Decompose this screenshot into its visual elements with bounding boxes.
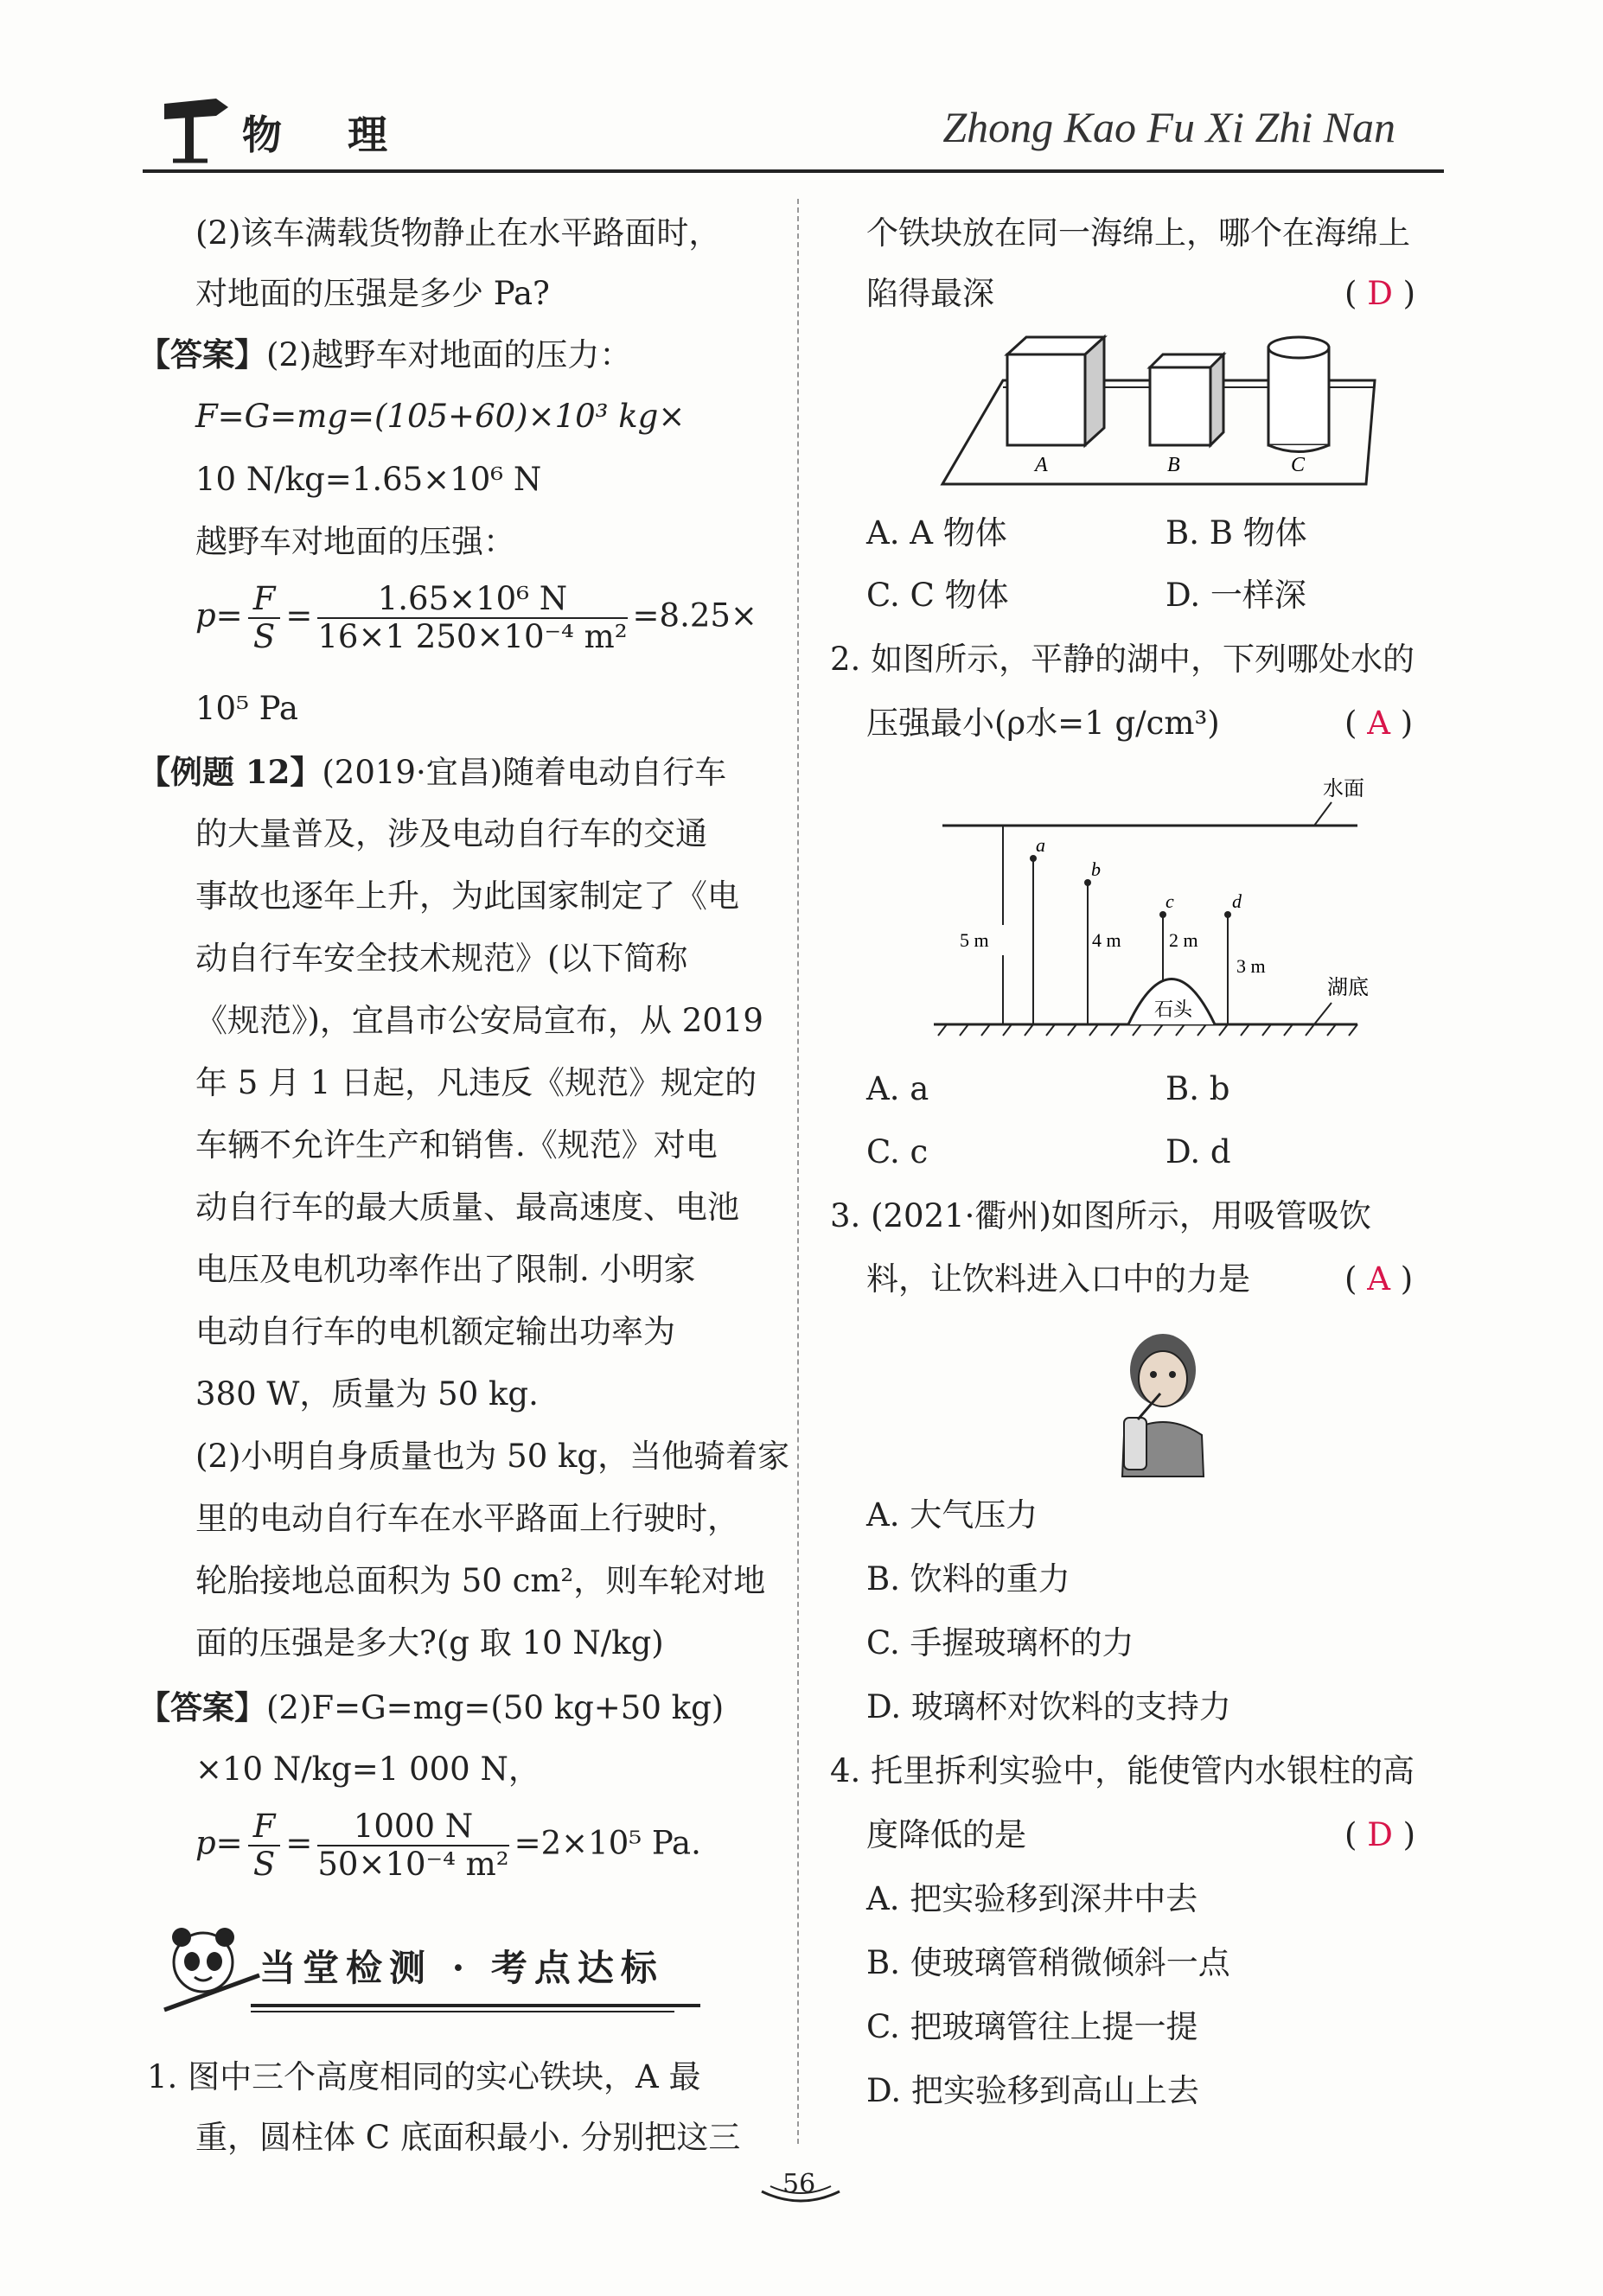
q4-answer-bracket: ( D ) xyxy=(1344,1816,1416,1853)
q2-option-b: B. b xyxy=(1166,1070,1230,1107)
block-A xyxy=(1007,337,1104,445)
depth-c: 2 m xyxy=(1169,929,1198,951)
q2-answer: A xyxy=(1367,705,1390,742)
example-line: 动自行车安全技术规范》(以下简称 xyxy=(195,940,688,977)
example-line: 电压及电机功率作出了限制. 小明家 xyxy=(195,1251,696,1288)
q2-option-a: A. a xyxy=(866,1070,929,1107)
example-line: (2019·宜昌)随着电动自行车 xyxy=(322,754,727,791)
q3-option-a: A. 大气压力 xyxy=(866,1496,1038,1534)
label-a: a xyxy=(1036,834,1045,856)
fraction-FS xyxy=(248,581,281,655)
block-B xyxy=(1150,354,1223,445)
ans1-line2: F=G=mg=(105+60)×10³ kg× xyxy=(195,398,686,435)
panda-mascot-icon xyxy=(164,1928,259,2010)
q4-answer: D xyxy=(1367,1816,1393,1853)
q2-line2: 对地面的压强是多少 Pa? xyxy=(195,275,550,312)
label-B: B xyxy=(1167,454,1180,476)
ans2-line1: (2)F=G=mg=(50 kg+50 kg) xyxy=(266,1689,725,1726)
figure-girl-drinking-icon xyxy=(1107,1323,1219,1478)
formula-p: p= xyxy=(195,1824,243,1862)
fraction-values xyxy=(317,581,627,655)
ans1-line4: 越野车对地面的压强： xyxy=(195,523,515,560)
formula-result: =2×10⁵ Pa. xyxy=(514,1824,701,1862)
q1-cont-line2: 陷得最深 xyxy=(866,275,994,312)
q2-answer-bracket: ( A ) xyxy=(1344,705,1414,742)
example-tag: 【例题 12】 xyxy=(138,753,323,791)
frac-numerator: 1.65×10⁶ N xyxy=(317,581,627,619)
q1-cont-line1: 个铁块放在同一海绵上，哪个在海绵上 xyxy=(866,214,1410,252)
series-title: Zhong Kao Fu Xi Zhi Nan xyxy=(942,103,1395,151)
example-12-head xyxy=(138,750,726,794)
header-rule xyxy=(143,169,1444,173)
signpost-icon xyxy=(156,86,233,164)
q4-option-c: C. 把玻璃管往上提一提 xyxy=(866,2008,1198,2045)
answer-tag: 【答案】 xyxy=(138,335,266,373)
example-line: 的大量普及，涉及电动自行车的交通 xyxy=(195,815,707,852)
example-line: 里的电动自行车在水平路面上行驶时， xyxy=(195,1500,739,1537)
example-line: 事故也逐年上升，为此国家制定了《电 xyxy=(195,877,739,915)
q3-line2: 料，让饮料进入口中的力是 xyxy=(866,1260,1250,1298)
section-title: 当堂检测 · 考点达标 xyxy=(259,1947,664,1989)
frac-F: F xyxy=(248,581,281,619)
depth-d: 3 m xyxy=(1236,955,1266,977)
answer-block-2 xyxy=(138,1686,724,1730)
q4-option-d: D. 把实验移到高山上去 xyxy=(866,2072,1199,2109)
q3-line1: 3. (2021·衢州)如图所示，用吸管吸饮 xyxy=(830,1197,1371,1234)
example-line: 电动自行车的电机额定输出功率为 xyxy=(195,1313,675,1350)
frac-denominator: 50×10⁻⁴ m² xyxy=(317,1846,509,1883)
q3-answer: A xyxy=(1367,1260,1390,1298)
fraction-FS xyxy=(248,1808,281,1883)
q3-option-c: C. 手握玻璃杯的力 xyxy=(866,1624,1134,1661)
q1-line2: 重，圆柱体 C 底面积最小. 分别把这三 xyxy=(195,2119,741,2156)
ans1-formula: p= $\frac{F}{S}$ = $\frac{\text{1.65×10⁶ N}}{\text{16×1 250×10⁻⁴ m²}}$ =8.25× xyxy=(195,580,757,655)
q4-line2: 度降低的是 xyxy=(866,1816,1026,1853)
q1-option-c: C. C 物体 xyxy=(866,577,1009,614)
depth-a: 5 m xyxy=(960,929,989,951)
ans1-line1: (2)越野车对地面的压力： xyxy=(266,336,632,373)
q1-answer-bracket: ( D ) xyxy=(1344,275,1416,312)
label-water-surface: 水面 xyxy=(1323,776,1364,800)
q2r-line2: 压强最小(ρ水=1 g/cm³) xyxy=(866,705,1220,742)
label-c: c xyxy=(1166,890,1174,912)
example-line: 车辆不允许生产和销售.《规范》对电 xyxy=(195,1126,718,1164)
frac-S: S xyxy=(252,618,276,655)
formula-p: p= xyxy=(195,596,243,635)
cylinder-C xyxy=(1268,337,1329,452)
frac-S: S xyxy=(252,1846,276,1883)
example-line: 《规范》)，宜昌市公安局宣布，从 2019 xyxy=(195,1002,763,1039)
label-b: b xyxy=(1091,858,1101,880)
label-stone: 石头 xyxy=(1154,999,1193,1021)
subject-title: 物 理 xyxy=(242,112,414,158)
formula-result: =8.25× xyxy=(632,596,757,635)
q1-option-b: B. B 物体 xyxy=(1166,514,1307,552)
example-line: 面的压强是多大?(g 取 10 N/kg) xyxy=(195,1624,664,1661)
lake-bottom-hatching xyxy=(938,1024,1357,1036)
answer-tag: 【答案】 xyxy=(138,1688,266,1726)
q2-option-d: D. d xyxy=(1166,1133,1231,1170)
q4-line1: 4. 托里拆利实验中，能使管内水银柱的高 xyxy=(830,1752,1415,1789)
example-line: 380 W，质量为 50 kg. xyxy=(195,1375,539,1413)
ans2-line2: ×10 N/kg=1 000 N， xyxy=(195,1751,540,1788)
example-line: (2)小明自身质量也为 50 kg，当他骑着家 xyxy=(195,1438,790,1475)
q4-option-a: A. 把实验移到深井中去 xyxy=(866,1880,1198,1917)
answer-block-1 xyxy=(138,333,631,377)
fraction-values xyxy=(317,1808,508,1883)
frac-denominator: 16×1 250×10⁻⁴ m² xyxy=(317,618,628,655)
q4-option-b: B. 使玻璃管稍微倾斜一点 xyxy=(866,1944,1230,1981)
q3-answer-bracket: ( A ) xyxy=(1344,1260,1414,1298)
q2-line1: (2)该车满载货物静止在水平路面时， xyxy=(195,214,721,252)
q3-option-d: D. 玻璃杯对饮料的支持力 xyxy=(866,1688,1231,1725)
q2-option-c: C. c xyxy=(866,1133,929,1170)
q1-answer: D xyxy=(1367,275,1393,312)
ans1-line3: 10 N/kg=1.65×10⁶ N xyxy=(195,461,542,498)
q1-line1: 1. 图中三个高度相同的实心铁块，A 最 xyxy=(147,2058,701,2095)
example-line: 轮胎接地总面积为 50 cm²，则车轮对地 xyxy=(195,1562,766,1599)
page-number: 56 xyxy=(782,2169,816,2199)
label-d: d xyxy=(1232,890,1242,912)
frac-F: F xyxy=(248,1808,281,1846)
frac-numerator: 1000 N xyxy=(317,1808,508,1846)
q2r-line1: 2. 如图所示，平静的湖中，下列哪处水的 xyxy=(830,641,1415,678)
label-lake-bottom: 湖底 xyxy=(1327,975,1369,999)
depth-b: 4 m xyxy=(1092,929,1121,951)
ans2-formula: p= $\frac{F}{S}$ = $\frac{1000 N}{\text{50×10⁻⁴ m²}}$ =2×10⁵ Pa. xyxy=(195,1808,701,1883)
column-divider xyxy=(797,199,799,2144)
example-line: 年 5 月 1 日起，凡违反《规范》规定的 xyxy=(195,1064,757,1101)
figure-lake xyxy=(934,761,1375,1046)
ans1-line6: 10⁵ Pa xyxy=(195,690,298,727)
q1-option-d: D. 一样深 xyxy=(1166,577,1306,614)
q1-option-a: A. A 物体 xyxy=(866,514,1007,552)
figure-iron-blocks xyxy=(938,328,1379,493)
example-line: 动自行车的最大质量、最高速度、电池 xyxy=(195,1189,739,1226)
label-A: A xyxy=(1035,454,1048,476)
q3-option-b: B. 饮料的重力 xyxy=(866,1560,1070,1598)
label-C: C xyxy=(1291,454,1306,476)
